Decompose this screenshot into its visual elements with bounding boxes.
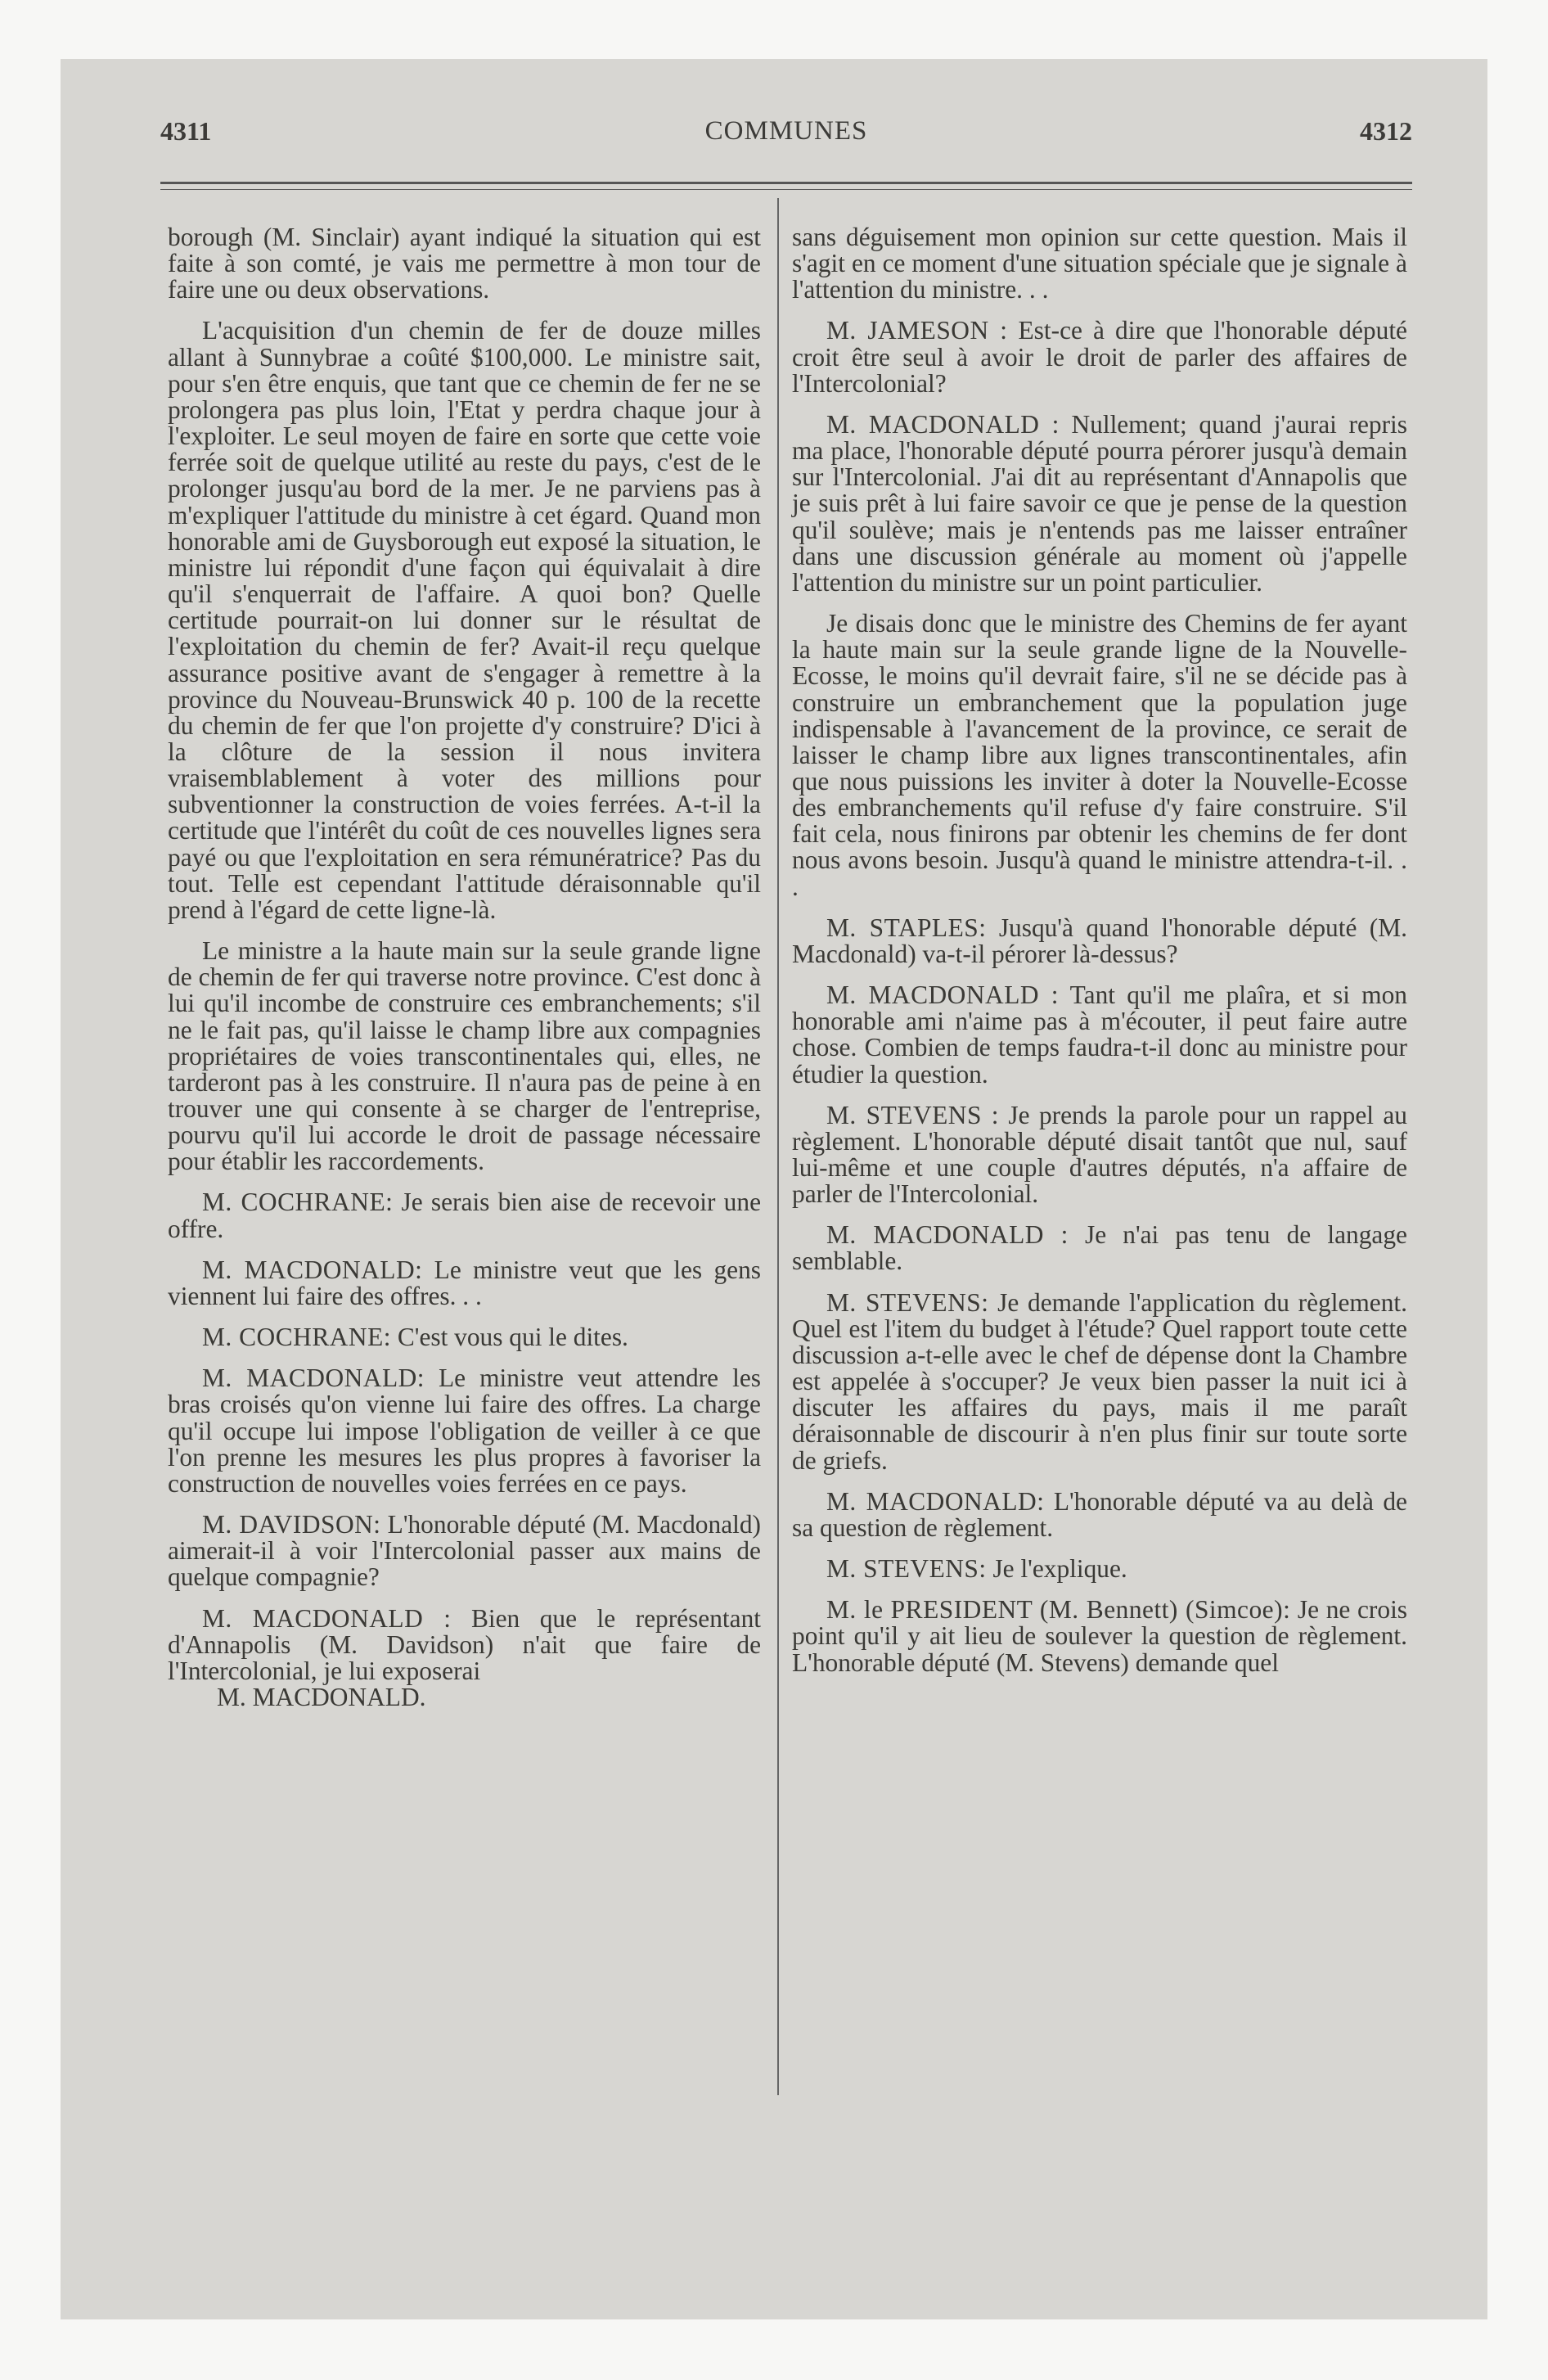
speaker-name: M. STAPLES: bbox=[826, 913, 987, 942]
speech-text: L'honorable député (M. Macdonald) aimerait-il à voir l'Intercolonial passer aux mains de quelque compagnie? bbox=[168, 1510, 761, 1592]
speaker-name: M. MACDONALD: bbox=[826, 1486, 1045, 1516]
speaker-name: M. MACDONALD : bbox=[826, 409, 1060, 439]
speech bbox=[792, 1222, 1407, 1274]
speech-text: Je prends la parole pour un rappel au règlement. L'honorable député disait tantôt que nul, sauf lui-même et une couple d'autres députés, n'a affaire de parler de l'Intercolonial. bbox=[792, 1100, 1407, 1209]
speech bbox=[792, 1102, 1407, 1208]
speaker-signature: M. MACDONALD. bbox=[217, 1682, 426, 1711]
speech-text: Je serais bien aise de recevoir une offre. bbox=[168, 1188, 762, 1243]
speech-text: Jusqu'à quand l'honorable député (M. Macdonald) va-t-il pérorer là-dessus? bbox=[792, 913, 1407, 968]
speech bbox=[168, 1324, 761, 1350]
speech bbox=[168, 1603, 761, 1685]
header-rule-thick bbox=[160, 182, 1412, 184]
speech bbox=[168, 1512, 761, 1590]
speaker-name: M. COCHRANE: bbox=[202, 1188, 394, 1217]
speech-text: Bien que le représentant d'Annapolis (M. Davidson) n'ait que faire de l'Intercolonial, je lui exposerai bbox=[168, 1603, 761, 1685]
speech-text: Le ministre veut attendre les bras croisés qu'on vienne lui faire des offres. La charge qu'il occupe lui impose l'obligation de veiller à ce que l'on prenne les mesures les plus propres à favoriser la construction de nouvelles voies ferrées en ce pays. bbox=[168, 1364, 761, 1498]
paragraph: Je disais donc que le ministre des Chemins de fer ayant la haute main sur la seule grande ligne de la Nouvelle-Ecosse, le moins qu'il devrait faire, s'il ne se décide pas à construire un embranchement que la population juge indispensable à l'avancement de la province, ce serait de laisser le champ libre aux lignes transcontinentales, afin que nous puissions les inviter à doter la Nouvelle-Ecosse des embranchements qu'il refuse d'y faire construire. S'il fait cela, nous finirons par obtenir les chemins de fer dont nous avons besoin. Jusqu'à quand le ministre attendra-t-il. . . bbox=[792, 609, 1407, 901]
header-rule-thin bbox=[160, 189, 1412, 190]
speech bbox=[792, 1556, 1407, 1582]
right-column bbox=[792, 224, 1407, 1691]
speaker-name: M. STEVENS : bbox=[826, 1100, 1000, 1129]
speech bbox=[168, 1189, 761, 1242]
paragraph: Le ministre a la haute main sur la seule grande ligne de chemin de fer qui traverse notre province. C'est donc à lui qu'il incombe de construire ces embranchements; s'il ne le fait pas, qu'il laisse le champ libre aux compagnies propriétaires de voies transcontinentales qui, elles, ne tarderont pas à les construire. Il n'aura pas de peine à en trouver une qui consente à se charger de l'entreprise, pourvu qu'il lui accorde le droit de passage nécessaire pour établir les raccordements. bbox=[168, 936, 761, 1176]
speech-text: Je n'ai pas tenu de langage semblable. bbox=[792, 1220, 1407, 1276]
speech bbox=[792, 1486, 1407, 1542]
speech bbox=[792, 1597, 1407, 1675]
speech bbox=[792, 1287, 1407, 1475]
speaker-name: M. STEVENS: bbox=[826, 1554, 987, 1584]
paragraph: borough (M. Sinclair) ayant indiqué la situation qui est faite à son comté, je vais me permettre à mon tour de faire une ou deux observations. bbox=[168, 223, 761, 304]
speech bbox=[168, 1257, 761, 1309]
speaker-name: M. MACDONALD : bbox=[826, 980, 1059, 1010]
speech-text: L'honorable député va au delà de sa question de règlement. bbox=[792, 1486, 1407, 1542]
speech bbox=[792, 915, 1407, 967]
speech-text: Nullement; quand j'aurai repris ma place, l'honorable député pourra pérorer jusqu'à demain sur l'Intercolonial. J'ai dit au représentant d'Annapolis que je suis prêt à lui faire savoir ce que je pense de la question qu'il soulève; mais je n'entends pas me laisser entraîner dans une discussion générale au moment où j'appelle l'attention du ministre sur un point particulier. bbox=[792, 409, 1407, 597]
speech-text: Le ministre veut que les gens viennent lui faire des offres. . . bbox=[168, 1255, 761, 1310]
speaker-name: M. COCHRANE: bbox=[202, 1323, 391, 1352]
speaker-name: M. MACDONALD : bbox=[826, 1220, 1069, 1250]
speech-text: Tant qu'il me plaîra, et si mon honorable ami n'aime pas à m'écouter, il peut faire autre chose. Combien de temps faudra-t-il donc au ministre pour étudier la question. bbox=[792, 980, 1407, 1089]
speaker-name: M. MACDONALD : bbox=[202, 1603, 452, 1633]
speaker-name: M. JAMESON : bbox=[826, 316, 1008, 345]
left-column bbox=[168, 224, 761, 1725]
speech-text: Je ne crois point qu'il y ait lieu de soulever la question de règlement. L'honorable député (M. Stevens) demande quel bbox=[792, 1595, 1408, 1677]
speech-text: C'est vous qui le dites. bbox=[391, 1323, 628, 1352]
speech-text: Je l'explique. bbox=[986, 1554, 1127, 1584]
speech bbox=[792, 318, 1407, 396]
running-title: COMMUNES bbox=[704, 116, 868, 146]
speaker-name: M. STEVENS: bbox=[826, 1287, 989, 1317]
column-divider bbox=[777, 198, 779, 2095]
speaker-name: M. le PRESIDENT (M. Bennett) (Simcoe): bbox=[826, 1595, 1291, 1625]
paragraph: sans déguisement mon opinion sur cette question. Mais il s'agit en ce moment d'une situation spéciale que je signale à l'attention du ministre. . . bbox=[792, 223, 1407, 304]
paragraph: L'acquisition d'un chemin de fer de douze milles allant à Sunnybrae a coûté $100,000. Le ministre sait, pour s'en être enquis, que tant que ce chemin de fer ne se prolongera pas plus loin, l'Etat y perdra chaque jour à l'exploiter. Le seul moyen de faire en sorte que cette voie ferrée soit de quelque utilité au reste du pays, c'est de le prolonger jusqu'au bord de la mer. Je ne parviens pas à m'expliquer l'attitude du ministre à cet égard. Quand mon honorable ami de Guysborough eut exposé la situation, le ministre lui répondit d'une façon qui équivalait à dire qu'il s'enquerrait de l'affaire. A quoi bon? Quelle certitude pourrait-on lui donner sur le résultat de l'exploitation du chemin de fer? Avait-il reçu quelque assurance positive avant de s'engager à remettre à la province du Nouveau-Brunswick 40 p. 100 de la recette du chemin de fer que l'on projette d'y construire? D'ici à la clôture de la session il nous invitera vraisemblablement à voter des millions pour subventionner la construction de voies ferrées. A-t-il la certitude que l'intérêt du coût de ces nouvelles lignes sera payé ou que l'exploitation en sera rémunératrice? Pas du tout. Telle est cependant l'attitude déraisonnable qu'il prend à l'égard de cette ligne-là. bbox=[168, 316, 761, 924]
page-header bbox=[160, 116, 1412, 149]
page-number-left: 4311 bbox=[160, 116, 212, 146]
speech-text: Je demande l'application du règlement. Quel est l'item du budget à l'étude? Quel rapport toute cette discussion a-t-elle avec le chef de dépense dont la Chambre est appelée à s'occuper? Je veux bien passer la nuit ici à discuter les affaires du pays, mais il me paraît déraisonnable de discourir à n'en plus finir sur toute sorte de griefs. bbox=[792, 1287, 1407, 1475]
speaker-name: M. MACDONALD: bbox=[202, 1364, 425, 1393]
speech bbox=[792, 982, 1407, 1088]
speaker-name: M. DAVIDSON: bbox=[202, 1510, 381, 1539]
page-number-right: 4312 bbox=[1360, 116, 1412, 146]
speech bbox=[792, 409, 1407, 597]
speech bbox=[168, 1365, 761, 1497]
speaker-name: M. MACDONALD: bbox=[202, 1255, 423, 1284]
speech-text: Est-ce à dire que l'honorable député croit être seul à avoir le droit de parler des affaires de l'Intercolonial? bbox=[792, 316, 1407, 398]
